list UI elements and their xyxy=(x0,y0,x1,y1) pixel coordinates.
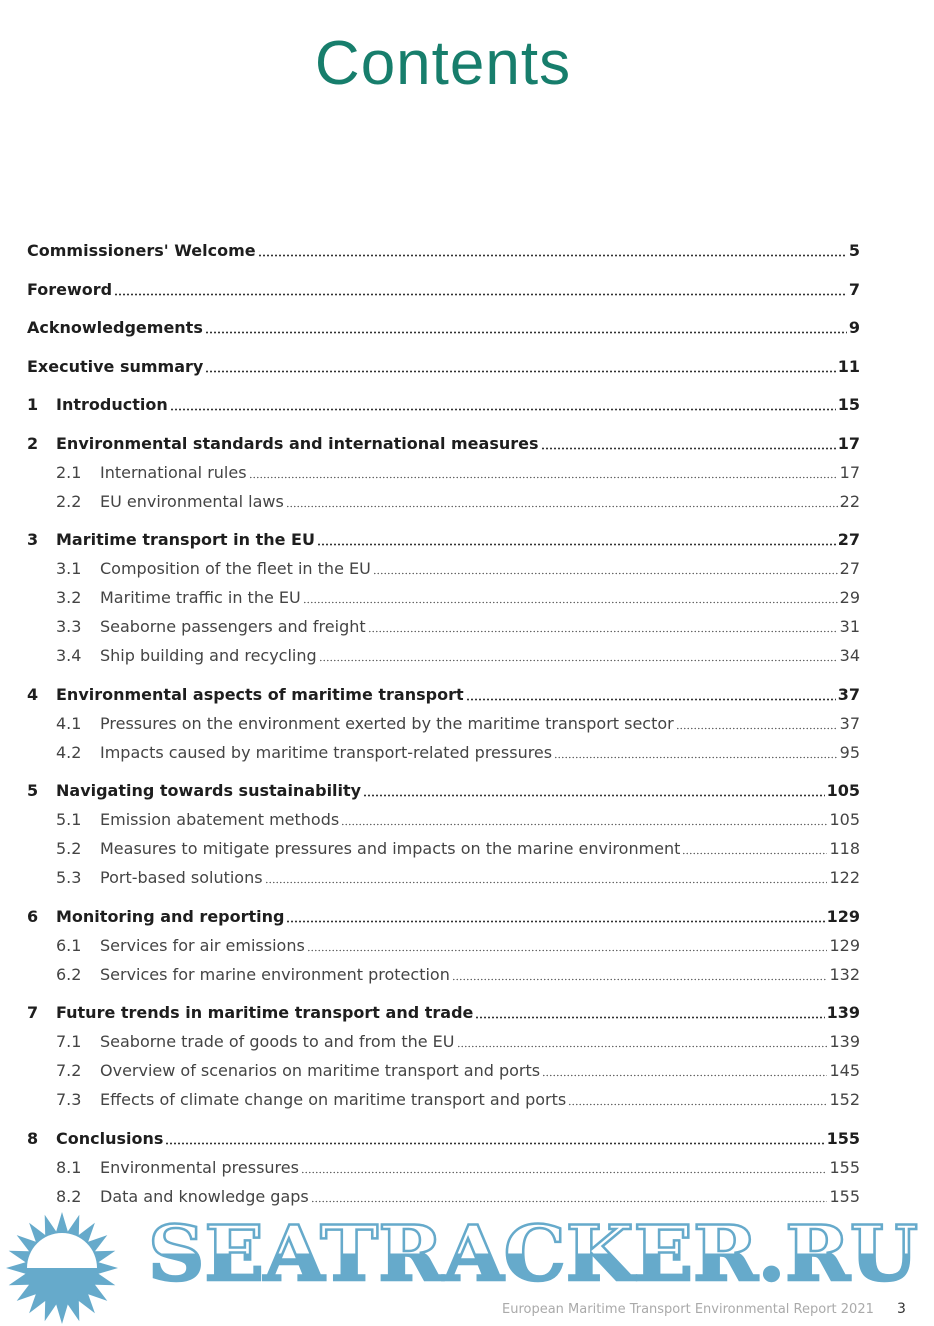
toc-subentry[interactable] xyxy=(27,839,860,861)
footer-report-title: European Maritime Transport Environmental Report 2021 xyxy=(502,1302,874,1317)
leader-dots xyxy=(205,331,847,334)
toc-entry-label: Executive summary xyxy=(27,356,204,376)
toc-entry-number: 5 xyxy=(27,781,39,800)
toc-entry[interactable] xyxy=(27,781,860,803)
toc-entry-number: 3.1 xyxy=(56,559,82,578)
leader-dots xyxy=(568,1103,827,1106)
toc-entry-label: EU environmental laws xyxy=(100,491,284,511)
toc-entry-page: 9 xyxy=(848,318,860,337)
toc-entry-number: 2.1 xyxy=(56,462,82,482)
toc-entry-label: Emission abatement methods xyxy=(100,810,340,829)
page-title: Contents xyxy=(314,29,572,98)
toc-entry-page: 27 xyxy=(837,530,860,549)
toc-entry-label: Environmental aspects of maritime transport xyxy=(56,684,464,704)
toc-entry-page: 152 xyxy=(829,1090,860,1109)
leader-dots xyxy=(258,254,847,257)
toc-entry-label: Overview of scenarios on maritime transport and ports xyxy=(100,1061,541,1080)
leader-dots xyxy=(307,949,828,952)
toc-subentry[interactable] xyxy=(27,714,860,736)
toc-entry-number: 3.3 xyxy=(56,617,82,636)
toc-subentry[interactable] xyxy=(27,588,860,610)
toc-entry-page: 17 xyxy=(839,462,860,482)
toc-entry-label: Effects of climate change on maritime transport and ports xyxy=(100,1090,567,1109)
toc-entry-label: Foreword xyxy=(27,279,113,299)
toc-entry-page: 37 xyxy=(839,713,860,733)
toc-entry-label: Services for marine environment protection xyxy=(100,964,450,984)
toc-entry-number: 5.2 xyxy=(56,839,82,858)
toc-entry-page: 139 xyxy=(829,1032,860,1051)
toc-entry-number: 6.2 xyxy=(56,964,82,984)
toc-entry-page: 118 xyxy=(829,839,860,858)
leader-dots xyxy=(165,1142,824,1145)
toc-entry-page: 105 xyxy=(826,781,860,800)
leader-dots xyxy=(682,852,827,855)
toc-subentry[interactable] xyxy=(27,868,860,890)
toc-subentry[interactable] xyxy=(27,559,860,581)
toc-subentry[interactable] xyxy=(27,1187,860,1209)
leader-dots xyxy=(452,978,828,981)
leader-dots xyxy=(265,881,828,884)
leader-dots xyxy=(205,370,835,373)
toc-entry-label: Seaborne trade of goods to and from the EU xyxy=(100,1032,455,1051)
toc-entry-page: 17 xyxy=(837,433,860,453)
leader-dots xyxy=(466,698,836,701)
toc-entry-number: 8 xyxy=(27,1128,39,1148)
toc-entry-page: 11 xyxy=(837,356,860,376)
toc-entry-number: 8.2 xyxy=(56,1186,82,1206)
leader-dots xyxy=(303,601,838,604)
leader-dots xyxy=(286,505,838,508)
toc-entry[interactable] xyxy=(27,434,860,456)
leader-dots xyxy=(541,447,836,450)
toc-subentry[interactable] xyxy=(27,463,860,485)
toc-entry-page: 27 xyxy=(839,559,860,578)
toc-entry-label: Future trends in maritime transport and trade xyxy=(56,1003,474,1022)
leader-dots xyxy=(363,794,825,797)
leader-dots xyxy=(368,630,838,633)
toc-entry-number: 7 xyxy=(27,1003,39,1022)
toc-entry[interactable] xyxy=(27,907,860,929)
toc-entry[interactable] xyxy=(27,685,860,707)
watermark-text: SEATRACKER.RU xyxy=(148,1210,918,1298)
toc-entry-label: Maritime traffic in the EU xyxy=(100,588,301,607)
toc-entry-page: 29 xyxy=(839,588,860,607)
toc-entry-label: Maritime transport in the EU xyxy=(56,530,315,549)
toc-entry-number: 7.2 xyxy=(56,1061,82,1080)
toc-entry-label: Acknowledgements xyxy=(27,318,203,337)
toc-entry-page: 5 xyxy=(848,241,860,260)
toc-entry-page: 132 xyxy=(829,964,860,984)
toc-entry[interactable] xyxy=(27,318,860,340)
leader-dots xyxy=(311,1200,828,1203)
toc-entry-number: 4 xyxy=(27,684,39,704)
leader-dots xyxy=(286,920,824,923)
toc-entry-label: Port-based solutions xyxy=(100,868,263,887)
toc-entry-label: Commissioners' Welcome xyxy=(27,241,256,260)
leader-dots xyxy=(373,572,838,575)
toc-entry-page: 34 xyxy=(839,646,860,665)
toc-entry-page: 155 xyxy=(829,1157,860,1177)
toc-entry-label: Composition of the fleet in the EU xyxy=(100,559,371,578)
leader-dots xyxy=(542,1074,827,1077)
toc-entry-number: 7.1 xyxy=(56,1032,82,1051)
toc-entry-label: Navigating towards sustainability xyxy=(56,781,362,800)
toc-entry-label: Monitoring and reporting xyxy=(56,906,285,926)
toc-entry-page: 105 xyxy=(829,810,860,829)
toc-entry-label: Pressures on the environment exerted by the maritime transport sector xyxy=(100,713,674,733)
toc-entry-label: Conclusions xyxy=(56,1128,164,1148)
leader-dots xyxy=(317,543,836,546)
toc-entry-page: 95 xyxy=(839,742,860,762)
leader-dots xyxy=(301,1171,828,1174)
toc-entry[interactable] xyxy=(27,1003,860,1025)
toc-entry-number: 1 xyxy=(27,395,39,414)
toc-entry-page: 155 xyxy=(826,1128,860,1148)
toc-subentry[interactable] xyxy=(27,617,860,639)
toc-entry-page: 122 xyxy=(829,868,860,887)
toc-entry-number: 7.3 xyxy=(56,1090,82,1109)
page-number: 3 xyxy=(897,1301,906,1317)
toc-entry[interactable] xyxy=(27,241,860,263)
toc-subentry[interactable] xyxy=(27,965,860,987)
toc-entry-label: Ship building and recycling xyxy=(100,646,317,665)
toc-entry-number: 4.2 xyxy=(56,742,82,762)
toc-entry-page: 145 xyxy=(829,1061,860,1080)
toc-entry-number: 5.1 xyxy=(56,810,82,829)
toc-subentry[interactable] xyxy=(27,1158,860,1180)
toc-entry-label: International rules xyxy=(100,462,247,482)
toc-entry[interactable] xyxy=(27,280,860,302)
toc-entry[interactable] xyxy=(27,1129,860,1151)
leader-dots xyxy=(319,659,838,662)
toc-subentry[interactable] xyxy=(27,492,860,514)
toc-subentry[interactable] xyxy=(27,1090,860,1112)
toc-entry[interactable] xyxy=(27,357,860,379)
leader-dots xyxy=(676,727,838,730)
toc-entry-number: 4.1 xyxy=(56,713,82,733)
toc-entry-number: 6 xyxy=(27,906,39,926)
toc-entry-label: Seaborne passengers and freight xyxy=(100,617,366,636)
toc-subentry[interactable] xyxy=(27,810,860,832)
leader-dots xyxy=(475,1016,824,1019)
toc-subentry[interactable] xyxy=(27,743,860,765)
toc-entry-page: 129 xyxy=(829,935,860,955)
toc-entry-page: 139 xyxy=(826,1003,860,1022)
leader-dots xyxy=(114,293,847,296)
toc-subentry[interactable] xyxy=(27,936,860,958)
toc-entry-label: Data and knowledge gaps xyxy=(100,1186,309,1206)
toc-entry-number: 2.2 xyxy=(56,491,82,511)
toc-entry-page: 155 xyxy=(829,1186,860,1206)
toc-entry-label: Measures to mitigate pressures and impacts on the marine environment xyxy=(100,839,681,858)
toc-entry-page: 31 xyxy=(839,617,860,636)
toc-entry-label: Impacts caused by maritime transport-related pressures xyxy=(100,742,553,762)
toc-entry-number: 3.2 xyxy=(56,588,82,607)
toc-entry-label: Environmental pressures xyxy=(100,1157,299,1177)
toc-entry-label: Environmental standards and international measures xyxy=(56,433,539,453)
leader-dots xyxy=(457,1045,828,1048)
leader-dots xyxy=(554,756,838,759)
toc-subentry[interactable] xyxy=(27,1032,860,1054)
toc-entry-number: 8.1 xyxy=(56,1157,82,1177)
leader-dots xyxy=(249,476,838,479)
toc-entry-page: 15 xyxy=(837,395,860,414)
toc-entry-page: 7 xyxy=(848,279,860,299)
toc-entry-number: 2 xyxy=(27,433,39,453)
toc-entry-number: 3 xyxy=(27,530,39,549)
toc-entry-number: 3.4 xyxy=(56,646,82,665)
toc-entry-page: 37 xyxy=(837,684,860,704)
toc-entry-number: 5.3 xyxy=(56,868,82,887)
leader-dots xyxy=(170,408,836,411)
toc-entry[interactable] xyxy=(27,395,860,417)
toc-entry-label: Services for air emissions xyxy=(100,935,305,955)
toc-subentry[interactable] xyxy=(27,1061,860,1083)
toc-entry-label: Introduction xyxy=(56,395,168,414)
toc-entry-page: 129 xyxy=(826,906,860,926)
leader-dots xyxy=(341,823,827,826)
toc-entry-page: 22 xyxy=(839,491,860,511)
toc-entry-number: 6.1 xyxy=(56,935,82,955)
toc-subentry[interactable] xyxy=(27,646,860,668)
sun-icon xyxy=(6,1212,118,1324)
toc-entry[interactable] xyxy=(27,530,860,552)
